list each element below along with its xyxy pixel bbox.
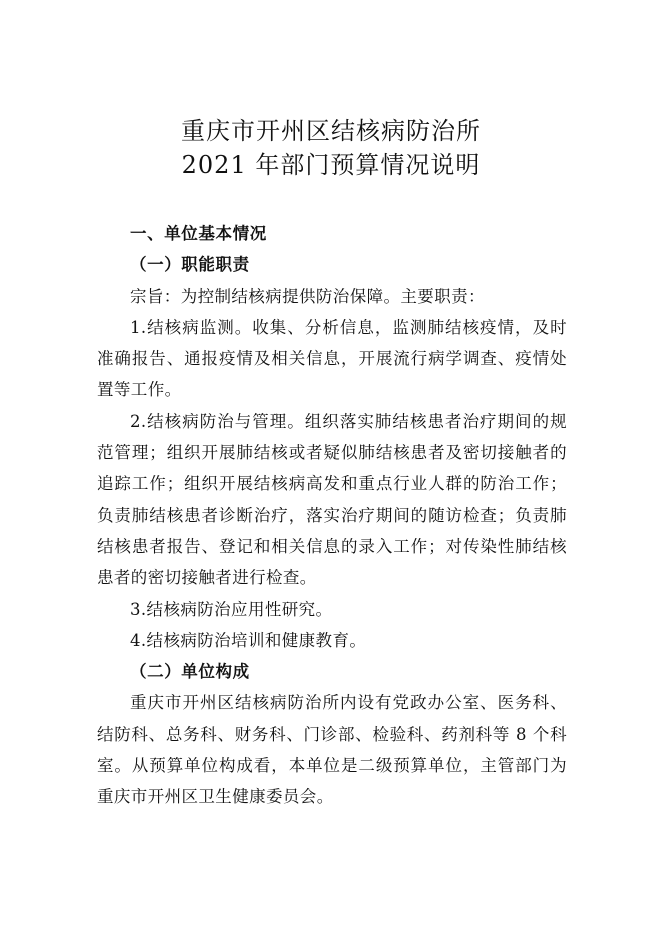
document-title-line2: 2021 年部门预算情况说明: [181, 151, 481, 179]
paragraph-duty-2: 2.结核病防治与管理。组织落实肺结核患者治疗期间的规范管理；组织开展肺结核或者疑似肺结核患者及密切接触者的追踪工作；组织开展结核病高发和重点行业人群的防治工作；负责肺结核患者诊断治疗，落实治疗期间的随访检查；负责肺结核患者报告、登记和相关信息的录入工作；对传染性肺结核患者的密切接触者进行检查。: [97, 411, 567, 588]
paragraph-purpose: 宗旨：为控制结核病提供防治保障。主要职责：: [130, 286, 485, 306]
subsection-heading-duties: （一）职能职责: [130, 255, 250, 275]
paragraph-duty-4: 4.结核病防治培训和健康教育。: [130, 630, 367, 650]
paragraph-duty-1: 1.结核病监测。收集、分析信息，监测肺结核疫情，及时准确报告、通报疫情及相关信息，开展流行病学调查、疫情处置等工作。: [97, 317, 567, 400]
section-heading-basic-info: 一、单位基本情况: [130, 224, 267, 243]
document-body: [97, 218, 567, 813]
subsection-heading-composition: （二）单位构成: [130, 662, 250, 682]
document-title-line1: 重庆市开州区结核病防治所: [181, 117, 481, 145]
paragraph-duty-3: 3.结核病防治应用性研究。: [130, 599, 333, 619]
paragraph-composition: 重庆市开州区结核病防治所内设有党政办公室、医务科、结防科、总务科、财务科、门诊部、检验科、药剂科等 8 个科室。从预算单位构成看，本单位是二级预算单位，主管部门为重庆市开州区卫生健康委员会。: [97, 693, 567, 807]
